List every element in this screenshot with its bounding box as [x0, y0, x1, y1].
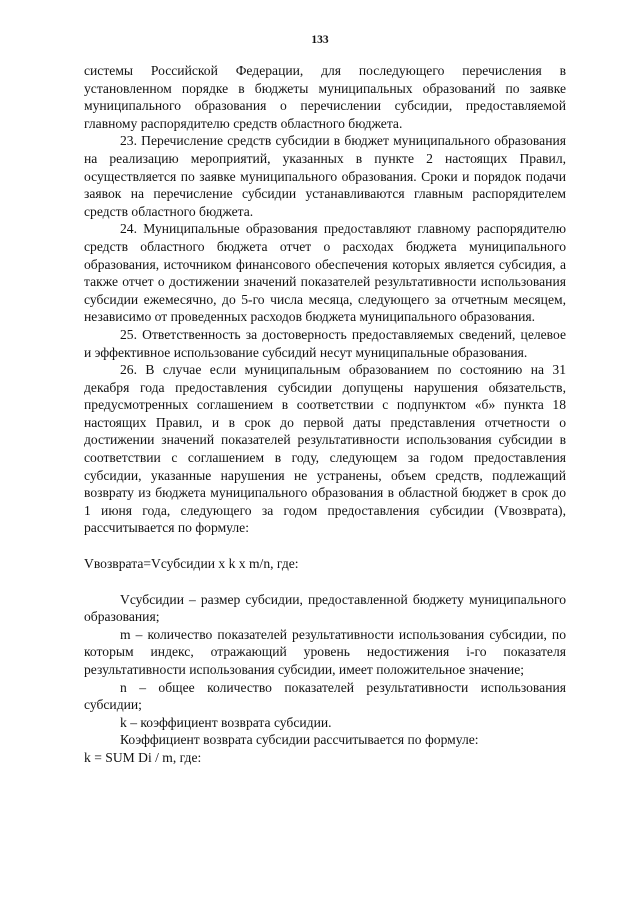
formula-return-volume: Vвозврата=Vсубсидии x k x m/n, где:: [84, 556, 299, 572]
definition-vsubsidii: Vсубсидии – размер субсидии, предоставленной бюджету муниципального образования;: [84, 591, 566, 625]
paragraph-26: 26. В случае если муниципальным образованием по состоянию на 31 декабря года предоставления субсидии допущены нарушения обязательств, предусмотренных соглашением в соответствии с подпунктом «б» пункта 18 настоящих Правил, и в срок до первой даты представления отчетности о достижении значений показателей результативности использования субсидии в соответствии с соглашением в году, следующем за годом предоставления субсидии, указанные нарушения не устранены, объем средств, подлежащий возврату из бюджета муниципального образования в областной бюджет в срок до 1 июня года, следующего за годом предоставления субсидии (Vвозврата), рассчитывается по формуле:: [84, 362, 566, 536]
paragraph-25: 25. Ответственность за достоверность предоставляемых сведений, целевое и эффективное использование субсидий несут муниципальные образования.: [84, 326, 566, 360]
definition-k: k – коэффициент возврата субсидии.: [120, 714, 332, 730]
definition-n: n – общее количество показателей результативности использования субсидии;: [84, 679, 566, 713]
document-body: [84, 62, 566, 767]
definition-m: m – количество показателей результативности использования субсидии, по которым индекс, отражающий уровень недостижения i-го показателя результативности использования субсидии, имеет положительное значение;: [84, 626, 566, 677]
paragraph-23: 23. Перечисление средств субсидии в бюджет муниципального образования на реализацию мероприятий, указанных в пункте 2 настоящих Правил, осуществляется по заявке муниципального образования. Сроки и порядок подачи заявок на перечисление субсидии устанавливаются главным распорядителем средств областного бюджета.: [84, 133, 566, 219]
coefficient-intro: Коэффициент возврата субсидии рассчитывается по формуле:: [120, 732, 479, 748]
page-number: 133: [311, 34, 329, 46]
formula-coefficient: k = SUM Di / m, где:: [84, 749, 202, 765]
paragraph-24: 24. Муниципальные образования предоставляют главному распорядителю средств областного бюджета отчет о расходах бюджета муниципального образования, источником финансового обеспечения которых является субсидия, а также отчет о достижении значений показателей результативности использования субсидии ежемесячно, до 5-го числа месяца, следующего за отчетным месяцем, независимо от проведенных расходов бюджета муниципального образования.: [84, 221, 566, 325]
paragraph-continuation: системы Российской Федерации, для последующего перечисления в установленном порядке в бюджеты муниципальных образований по заявке муниципального образования о перечислении субсидии, предоставляемой главному распорядителю средств областного бюджета.: [84, 63, 566, 131]
